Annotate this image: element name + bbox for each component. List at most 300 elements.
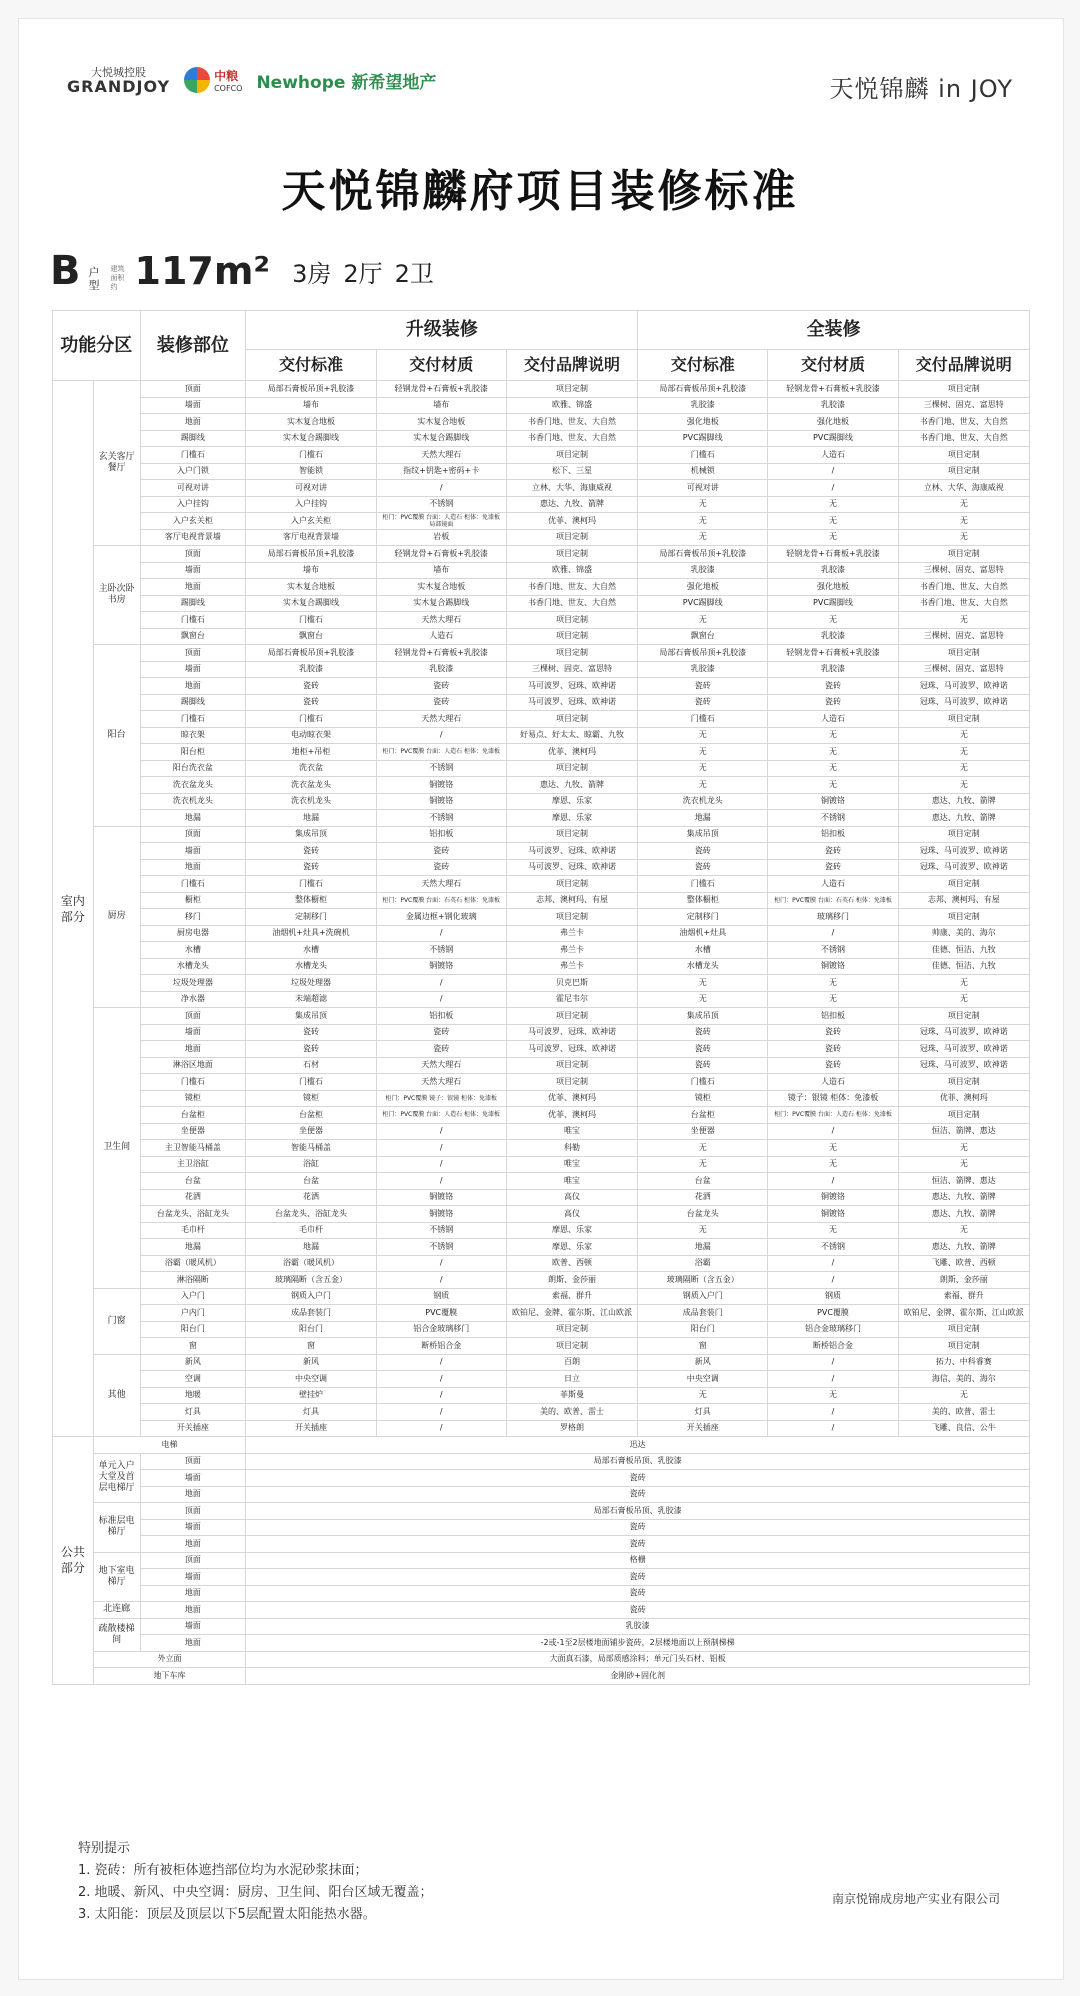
cell-upgrade-mat: 断桥铝合金	[376, 1338, 506, 1355]
cell-upgrade-std: 墙布	[246, 562, 376, 579]
cell-full-mat: 无	[768, 1156, 898, 1173]
cell-upgrade-brand: 优菲、澳柯玛	[506, 513, 637, 530]
cell-upgrade-brand: 百朗	[506, 1354, 637, 1371]
cell-full-mat: 玻璃移门	[768, 909, 898, 926]
group-label: 阳台	[93, 645, 140, 827]
group-label: 门窗	[93, 1288, 140, 1354]
table-row	[53, 1305, 1030, 1322]
table-row	[53, 777, 1030, 794]
cell-full-std: 瓷砖	[638, 843, 768, 860]
cell-full-std: 无	[638, 777, 768, 794]
cell-full-mat: 强化地板	[768, 579, 898, 596]
cell-full-brand: 优菲、澳柯玛	[898, 1090, 1029, 1107]
table-row	[53, 1404, 1030, 1421]
cell-upgrade-brand: 项目定制	[506, 529, 637, 546]
cell-full-std: 乳胶漆	[638, 661, 768, 678]
cell-upgrade-std: 末端超滤	[246, 991, 376, 1008]
notes-item: 2. 地暖、新风、中央空调：厨房、卫生间、阳台区域无覆盖；	[78, 1885, 433, 1900]
cell-public-value: 瓷砖	[246, 1519, 1030, 1536]
cell-upgrade-brand: 项目定制	[506, 1074, 637, 1091]
cell-upgrade-std: 垃圾处理器	[246, 975, 376, 992]
table-row	[53, 1156, 1030, 1173]
header-upgrade: 升级装修	[246, 311, 638, 350]
cell-part: 顶面	[140, 1552, 246, 1569]
cell-full-mat: /	[768, 1123, 898, 1140]
cell-full-brand: 惠达、九牧、箭牌	[898, 1206, 1029, 1223]
cell-upgrade-brand: 优菲、澳柯玛	[506, 1107, 637, 1124]
cell-full-std: 灯具	[638, 1404, 768, 1421]
cell-full-std: 花洒	[638, 1189, 768, 1206]
table-row	[53, 1618, 1030, 1635]
cell-full-std: 门槛石	[638, 447, 768, 464]
cell-upgrade-mat: 不锈钢	[376, 810, 506, 827]
cell-upgrade-brand: 项目定制	[506, 760, 637, 777]
table-row	[53, 843, 1030, 860]
cell-part: 台盆龙头、浴缸龙头	[140, 1206, 246, 1223]
cell-part: 入户挂钩	[140, 496, 246, 513]
cell-upgrade-mat: /	[376, 1156, 506, 1173]
table-row	[53, 397, 1030, 414]
newhope-logo: Newhope 新希望地产	[256, 72, 437, 93]
cell-upgrade-brand: 马可波罗、冠珠、欧神诺	[506, 843, 637, 860]
cell-upgrade-std: 局部石膏板吊顶+乳胶漆	[246, 645, 376, 662]
cell-upgrade-mat: 金属边框+钢化玻璃	[376, 909, 506, 926]
table-row	[53, 876, 1030, 893]
cell-full-brand: 欧铂尼、金牌、霍尔斯、江山欧派	[898, 1305, 1029, 1322]
cell-upgrade-std: 入户玄关柜	[246, 513, 376, 530]
cell-upgrade-mat: 轻钢龙骨+石膏板+乳胶漆	[376, 645, 506, 662]
table-row	[53, 1272, 1030, 1289]
cell-full-brand: 无	[898, 1387, 1029, 1404]
cell-upgrade-std: 钢质入户门	[246, 1288, 376, 1305]
cell-full-brand: 三棵树、固克、富思特	[898, 628, 1029, 645]
cell-upgrade-std: 玻璃隔断（含五金）	[246, 1272, 376, 1289]
cell-public-value: 迅达	[246, 1437, 1030, 1454]
cell-full-brand: 恒洁、箭牌、惠达	[898, 1123, 1029, 1140]
cell-upgrade-mat: 不锈钢	[376, 942, 506, 959]
cell-upgrade-brand: 唯宝	[506, 1173, 637, 1190]
table-row	[53, 1173, 1030, 1190]
table-row	[53, 1453, 1030, 1470]
cell-full-mat: /	[768, 1255, 898, 1272]
cell-full-std: 机械锁	[638, 463, 768, 480]
cell-public-value: 金刚砂+固化剂	[246, 1668, 1030, 1685]
cell-upgrade-mat: 铜镀铬	[376, 1206, 506, 1223]
cell-upgrade-std: 集成吊顶	[246, 826, 376, 843]
cell-full-mat: 铜镀铬	[768, 1189, 898, 1206]
cell-upgrade-mat: 天然大理石	[376, 612, 506, 629]
cell-upgrade-mat: /	[376, 727, 506, 744]
cell-upgrade-brand: 惠达、九牧、箭牌	[506, 777, 637, 794]
cell-part: 橱柜	[140, 892, 246, 909]
cell-upgrade-mat: 铝合金玻璃移门	[376, 1321, 506, 1338]
cell-part: 水槽龙头	[140, 958, 246, 975]
cell-upgrade-std: 可视对讲	[246, 480, 376, 497]
cell-upgrade-mat: 柜门：PVC覆膜 台面：人造石 柜体：免漆板	[376, 1107, 506, 1124]
table-row	[53, 430, 1030, 447]
cell-upgrade-brand: 优菲、澳柯玛	[506, 744, 637, 761]
cell-part: 墙面	[140, 843, 246, 860]
table-row	[53, 513, 1030, 530]
cell-full-mat: /	[768, 463, 898, 480]
cell-upgrade-std: 浴霸（暖风机）	[246, 1255, 376, 1272]
cell-full-std: 中央空调	[638, 1371, 768, 1388]
cell-upgrade-mat: 铜镀铬	[376, 1189, 506, 1206]
unit-baths: 2卫	[394, 260, 434, 288]
cell-full-brand: 项目定制	[898, 463, 1029, 480]
cell-full-brand: 无	[898, 777, 1029, 794]
cell-part: 地暖	[140, 1387, 246, 1404]
cell-full-std: 坐便器	[638, 1123, 768, 1140]
cell-upgrade-std: 门槛石	[246, 876, 376, 893]
notes-item: 3. 太阳能：顶层及顶层以下5层配置太阳能热水器。	[78, 1907, 376, 1922]
cell-upgrade-brand: 罗格朗	[506, 1420, 637, 1437]
cell-part: 浴霸（暖风机）	[140, 1255, 246, 1272]
cell-full-std: 无	[638, 975, 768, 992]
cell-part: 墙面	[140, 1618, 246, 1635]
cell-upgrade-brand: 书香门地、世友、大自然	[506, 579, 637, 596]
table-row	[53, 1222, 1030, 1239]
cell-full-std: 可视对讲	[638, 480, 768, 497]
table-row	[53, 892, 1030, 909]
cell-full-brand: 三棵树、固克、富思特	[898, 661, 1029, 678]
table-row	[53, 463, 1030, 480]
table-row	[53, 1371, 1030, 1388]
cell-full-std: 门槛石	[638, 1074, 768, 1091]
cofco-logo-cn: 中粮	[214, 69, 239, 83]
cell-part: 顶面	[140, 1008, 246, 1025]
cell-full-mat: 柜门：PVC覆膜 台面：人造石 柜体：免漆板	[768, 1107, 898, 1124]
cell-upgrade-brand: 项目定制	[506, 447, 637, 464]
cell-upgrade-std: 台盆	[246, 1173, 376, 1190]
cell-full-mat: 不锈钢	[768, 810, 898, 827]
cell-part: 晾衣架	[140, 727, 246, 744]
cell-full-std: 瓷砖	[638, 1024, 768, 1041]
cell-part: 厨房电器	[140, 925, 246, 942]
cell-upgrade-brand: 立林、大华、海康威视	[506, 480, 637, 497]
cell-full-std: 强化地板	[638, 579, 768, 596]
cell-full-brand: 项目定制	[898, 1321, 1029, 1338]
cell-part: 灯具	[140, 1404, 246, 1421]
cell-full-std: 无	[638, 529, 768, 546]
cell-upgrade-std: 地漏	[246, 1239, 376, 1256]
cell-upgrade-std: 洗衣机龙头	[246, 793, 376, 810]
cell-upgrade-std: 新风	[246, 1354, 376, 1371]
cell-full-std: 水槽龙头	[638, 958, 768, 975]
cell-part: 墙面	[140, 1569, 246, 1586]
cell-part: 淋浴隔断	[140, 1272, 246, 1289]
cell-public-value: 瓷砖	[246, 1470, 1030, 1487]
table-row	[53, 1041, 1030, 1058]
table-row	[53, 480, 1030, 497]
table-row	[53, 496, 1030, 513]
table-row	[53, 744, 1030, 761]
cell-upgrade-brand: 项目定制	[506, 645, 637, 662]
group-label: 主卧次卧书房	[93, 546, 140, 645]
unit-type-label: 户型	[88, 266, 100, 292]
cell-upgrade-std: 阳台门	[246, 1321, 376, 1338]
header-full: 全装修	[638, 311, 1030, 350]
cell-full-std: 地漏	[638, 810, 768, 827]
cell-full-std: 地漏	[638, 1239, 768, 1256]
cell-full-mat: 无	[768, 496, 898, 513]
cell-upgrade-mat: 轻钢龙骨+石膏板+乳胶漆	[376, 381, 506, 398]
cell-upgrade-mat: 天然大理石	[376, 1057, 506, 1074]
cell-upgrade-mat: 瓷砖	[376, 1041, 506, 1058]
header-logos	[67, 55, 436, 105]
cell-part: 洗衣机龙头	[140, 793, 246, 810]
table-row	[53, 1635, 1030, 1652]
table-row	[53, 1123, 1030, 1140]
cell-upgrade-brand: 朗斯、金莎丽	[506, 1272, 637, 1289]
cell-upgrade-mat: 不锈钢	[376, 1239, 506, 1256]
table-row	[53, 546, 1030, 563]
cell-part: 踢脚线	[140, 430, 246, 447]
cell-upgrade-mat: /	[376, 975, 506, 992]
cell-upgrade-std: 实木复合踢脚线	[246, 430, 376, 447]
cell-full-mat: 无	[768, 777, 898, 794]
cell-upgrade-std: 电动晾衣架	[246, 727, 376, 744]
table-row	[53, 1585, 1030, 1602]
cell-full-std: 局部石膏板吊顶+乳胶漆	[638, 645, 768, 662]
cell-part: 坐便器	[140, 1123, 246, 1140]
group-label: 地下室电梯厅	[93, 1552, 140, 1602]
table-row	[53, 447, 1030, 464]
cell-part: 入户门锁	[140, 463, 246, 480]
cell-upgrade-mat: 天然大理石	[376, 1074, 506, 1091]
cell-part: 电梯	[93, 1437, 246, 1454]
table-row	[53, 958, 1030, 975]
cell-full-std: 水槽	[638, 942, 768, 959]
cell-full-brand: 三棵树、固克、富思特	[898, 397, 1029, 414]
cell-part: 墙面	[140, 397, 246, 414]
cell-upgrade-std: 成品套装门	[246, 1305, 376, 1322]
table-row	[53, 529, 1030, 546]
notes-item: 1. 瓷砖：所有被柜体遮挡部位均为水泥砂浆抹面；	[78, 1863, 368, 1878]
table-row	[53, 1090, 1030, 1107]
cell-upgrade-std: 瓷砖	[246, 1041, 376, 1058]
cell-upgrade-std: 定制移门	[246, 909, 376, 926]
cell-full-brand: 冠珠、马可波罗、欧神诺	[898, 694, 1029, 711]
cell-full-std: 集成吊顶	[638, 1008, 768, 1025]
section-label-public: 公共部分	[53, 1437, 94, 1685]
cell-upgrade-brand: 唯宝	[506, 1123, 637, 1140]
section-label-indoor: 室内部分	[53, 381, 94, 1437]
table-row	[53, 1354, 1030, 1371]
cell-part: 飘窗台	[140, 628, 246, 645]
cell-full-brand: 飞雕、良信、公牛	[898, 1420, 1029, 1437]
table-row	[53, 909, 1030, 926]
cell-full-std: 瓷砖	[638, 694, 768, 711]
cell-full-std: 成品套装门	[638, 1305, 768, 1322]
table-row	[53, 414, 1030, 431]
cell-upgrade-mat: 铝扣板	[376, 1008, 506, 1025]
cofco-logo-en: COFCO	[214, 84, 243, 93]
cell-part: 地面	[140, 1585, 246, 1602]
cell-full-mat: /	[768, 1173, 898, 1190]
cell-part: 移门	[140, 909, 246, 926]
cell-full-std: 瓷砖	[638, 1041, 768, 1058]
cell-full-brand: 项目定制	[898, 447, 1029, 464]
cell-part: 墙面	[140, 1470, 246, 1487]
cell-full-std: 整体橱柜	[638, 892, 768, 909]
cell-upgrade-brand: 欧雅、锦盛	[506, 397, 637, 414]
cell-full-brand: 海信、美的、海尔	[898, 1371, 1029, 1388]
table-row	[53, 1536, 1030, 1553]
cell-full-mat: 人造石	[768, 876, 898, 893]
cell-full-brand: 立林、大华、海康威视	[898, 480, 1029, 497]
cell-full-brand: 无	[898, 1156, 1029, 1173]
cell-upgrade-std: 壁挂炉	[246, 1387, 376, 1404]
table-row	[53, 612, 1030, 629]
cell-upgrade-std: 油烟机+灶具+洗碗机	[246, 925, 376, 942]
table-row	[53, 810, 1030, 827]
cell-upgrade-mat: 铜镀铬	[376, 777, 506, 794]
cell-full-mat: /	[768, 1371, 898, 1388]
cell-upgrade-mat: 岩板	[376, 529, 506, 546]
cell-upgrade-std: 瓷砖	[246, 859, 376, 876]
cell-full-mat: /	[768, 1272, 898, 1289]
cell-part: 净水器	[140, 991, 246, 1008]
cell-full-brand: 无	[898, 496, 1029, 513]
cell-upgrade-mat: 瓷砖	[376, 694, 506, 711]
cell-upgrade-brand: 贝克巴斯	[506, 975, 637, 992]
cell-upgrade-brand: 霍尼韦尔	[506, 991, 637, 1008]
cell-part: 顶面	[140, 546, 246, 563]
cell-full-std: 门槛石	[638, 711, 768, 728]
cell-upgrade-mat: 钢质	[376, 1288, 506, 1305]
table-row	[53, 991, 1030, 1008]
cell-part: 墙面	[140, 661, 246, 678]
table-row	[53, 1503, 1030, 1520]
cell-full-std: 局部石膏板吊顶+乳胶漆	[638, 546, 768, 563]
table-row	[53, 1140, 1030, 1157]
header-upgrade-std: 交付标准	[246, 350, 376, 381]
cell-upgrade-brand: 美的、欧普、雷士	[506, 1404, 637, 1421]
cell-upgrade-mat: 柜门：PVC覆膜 镜子：银镜 柜体：免漆板	[376, 1090, 506, 1107]
group-label: 单元入户大堂及首层电梯厅	[93, 1453, 140, 1503]
cell-upgrade-mat: 不锈钢	[376, 496, 506, 513]
cell-part: 阳台洗衣盆	[140, 760, 246, 777]
cell-part: 阳台柜	[140, 744, 246, 761]
cell-full-brand: 惠达、九牧、箭牌	[898, 1189, 1029, 1206]
cell-upgrade-std: 洗衣盆龙头	[246, 777, 376, 794]
cell-full-std: 乳胶漆	[638, 562, 768, 579]
cell-full-std: 窗	[638, 1338, 768, 1355]
cell-part: 地面	[140, 579, 246, 596]
cell-full-brand: 无	[898, 975, 1029, 992]
cell-full-mat: 人造石	[768, 711, 898, 728]
cell-public-value: 乳胶漆	[246, 1618, 1030, 1635]
cell-public-value: 瓷砖	[246, 1602, 1030, 1619]
cell-part: 地下车库	[93, 1668, 246, 1685]
table-row	[53, 1288, 1030, 1305]
table-row	[53, 727, 1030, 744]
cell-full-std: 无	[638, 496, 768, 513]
cell-part: 墙面	[140, 562, 246, 579]
cell-public-value: 局部石膏板吊顶、乳胶漆	[246, 1453, 1030, 1470]
cell-upgrade-brand: 弗兰卡	[506, 925, 637, 942]
cell-upgrade-mat: /	[376, 1255, 506, 1272]
cell-full-mat: /	[768, 1354, 898, 1371]
cell-upgrade-std: 灯具	[246, 1404, 376, 1421]
cell-part: 开关插座	[140, 1420, 246, 1437]
cell-full-mat: 无	[768, 1140, 898, 1157]
cell-upgrade-std: 洗衣盆	[246, 760, 376, 777]
cell-part: 顶面	[140, 1503, 246, 1520]
cell-full-std: 乳胶漆	[638, 397, 768, 414]
cell-part: 客厅电视背景墙	[140, 529, 246, 546]
cell-part: 毛巾杆	[140, 1222, 246, 1239]
table-row	[53, 1602, 1030, 1619]
cell-upgrade-std: 智能马桶盖	[246, 1140, 376, 1157]
cell-full-std: 瓷砖	[638, 1057, 768, 1074]
group-label: 标准层电梯厅	[93, 1503, 140, 1553]
table-row	[53, 579, 1030, 596]
cell-full-brand: 冠珠、马可波罗、欧神诺	[898, 1057, 1029, 1074]
cell-upgrade-brand: 项目定制	[506, 1321, 637, 1338]
cell-full-mat: 瓷砖	[768, 694, 898, 711]
group-label: 疏散楼梯间	[93, 1618, 140, 1651]
cell-full-std: 台盆龙头	[638, 1206, 768, 1223]
cell-full-std: PVC踢脚线	[638, 430, 768, 447]
header-zone: 功能分区	[53, 311, 141, 381]
cell-upgrade-mat: 铜镀铬	[376, 793, 506, 810]
cell-upgrade-std: 门槛石	[246, 612, 376, 629]
table-row	[53, 1486, 1030, 1503]
cell-part: 门槛石	[140, 447, 246, 464]
cell-full-brand: 冠珠、马可波罗、欧神诺	[898, 843, 1029, 860]
cell-upgrade-brand: 菲斯曼	[506, 1387, 637, 1404]
cell-full-brand: 拓力、中科睿赛	[898, 1354, 1029, 1371]
cell-full-mat: 铜镀铬	[768, 793, 898, 810]
cell-public-value: 瓷砖	[246, 1569, 1030, 1586]
cell-full-brand: 项目定制	[898, 826, 1029, 843]
cell-upgrade-brand: 马可波罗、冠珠、欧神诺	[506, 694, 637, 711]
cell-part: 门槛石	[140, 876, 246, 893]
table-row	[53, 711, 1030, 728]
cell-upgrade-brand: 欧普、西顿	[506, 1255, 637, 1272]
cell-full-std: 无	[638, 744, 768, 761]
cell-upgrade-mat: 乳胶漆	[376, 661, 506, 678]
cell-upgrade-std: 坐便器	[246, 1123, 376, 1140]
cell-full-mat: 瓷砖	[768, 859, 898, 876]
cell-upgrade-brand: 项目定制	[506, 1008, 637, 1025]
cell-upgrade-mat: 铜镀铬	[376, 958, 506, 975]
cell-full-mat: 无	[768, 612, 898, 629]
cell-upgrade-brand: 马可波罗、冠珠、欧神诺	[506, 1041, 637, 1058]
table-row	[53, 760, 1030, 777]
cell-upgrade-mat: /	[376, 1140, 506, 1157]
cell-part: 镜柜	[140, 1090, 246, 1107]
cell-upgrade-brand: 马可波罗、冠珠、欧神诺	[506, 859, 637, 876]
cell-upgrade-mat: /	[376, 1354, 506, 1371]
cell-part: 窗	[140, 1338, 246, 1355]
unit-area: 117m²	[134, 249, 271, 293]
cell-upgrade-std: 实木复合踢脚线	[246, 595, 376, 612]
cell-full-std: 无	[638, 727, 768, 744]
cell-full-std: 油烟机+灶具	[638, 925, 768, 942]
table-body	[53, 381, 1030, 1685]
cell-part: 踢脚线	[140, 595, 246, 612]
cell-full-brand: 无	[898, 513, 1029, 530]
header-upgrade-brand: 交付品牌说明	[506, 350, 637, 381]
group-label: 北连廊	[93, 1602, 140, 1619]
cell-full-brand: 项目定制	[898, 909, 1029, 926]
unit-rooms: 3房	[292, 260, 332, 288]
cell-upgrade-mat: 实木复合地板	[376, 414, 506, 431]
table-row	[53, 645, 1030, 662]
